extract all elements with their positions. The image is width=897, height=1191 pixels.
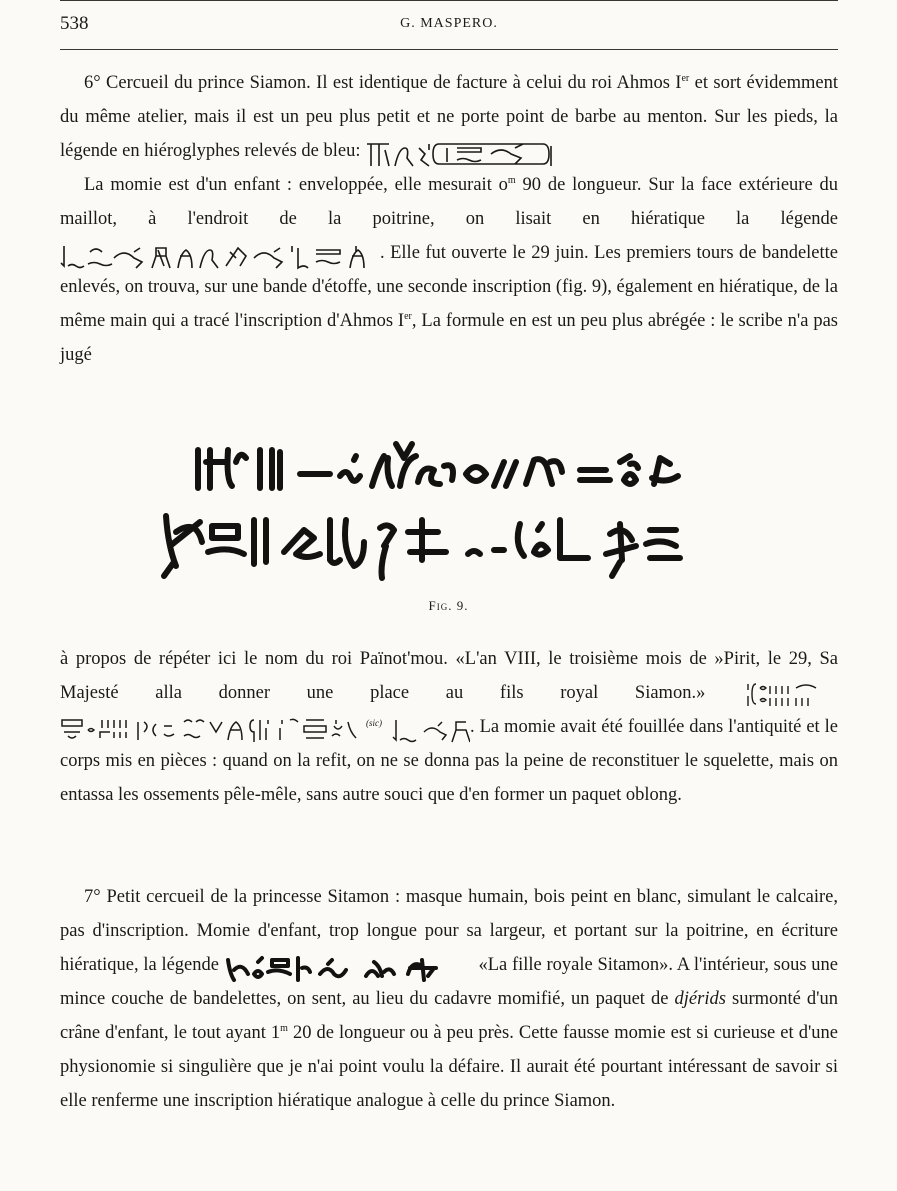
paragraph-7-block — [60, 880, 838, 1118]
paragraph-6: 6° Cercueil du prince Siamon. Il est identique de facture à celui du roi Ahmos Ier et sort évidemment du même atelier, mais il est un peu plus petit et ne porte point de barbe au menton. Sur les pieds, la légende en hiéroglyphes relevés de bleu: — [60, 66, 838, 168]
hieroglyph-legend-2 — [60, 242, 380, 266]
hieratic-script-image — [150, 436, 750, 596]
running-header — [60, 0, 838, 50]
hieratic-legend-sitamon — [224, 954, 474, 978]
paragraph-6-block — [60, 66, 838, 372]
paragraph-6b: à propos de répéter ici le nom du roi Païnot'mou. «L'an VIII, le troisième mois de »Pirit, le 29, Sa Majesté alla donner une place au fils royal Siamon.» (sic) . La momie avait été fouillée dans l'antiquité et le corps mis en pièces : quand on la refit, on ne se donna pas la peine de reconstituer le squelette, mais on entassa les ossements pêle-mêle, sans autre souci que d'en former un paquet oblong. — [60, 649, 838, 805]
figure-9-hieratic-inscription — [150, 436, 750, 596]
hieroglyph-line-3 — [60, 716, 470, 740]
running-head: G. MASPERO. — [400, 16, 498, 31]
figure-caption: Fig. 9. — [428, 598, 469, 613]
page-number: 538 — [60, 13, 89, 34]
svg-text:(sic): (sic) — [366, 717, 382, 728]
paragraph-7: 7° Petit cercueil de la princesse Sitamon : masque humain, bois peint en blanc, simulant le calcaire, pas d'inscription. Momie d'enfant, trop longue pour sa largeur, et portant sur la poitrine, en écriture hiératique, la légende «La fille royale Sitamon». A l'intérieur, sous une mince couche de bandelettes, on sent, au lieu du cadavre momifié, un paquet de djérids surmonté d'un crâne d'enfant, le tout ayant 1$^m$ 20 de longueur ou à peu près. Cette fausse momie est si curieuse et d'une physionomie si singulière que je n'ai point voulu la défaire. Il aurait été pourtant intéressant de savoir si elle renferme une inscription hiératique analogue à celle du prince Siamon. — [60, 887, 838, 1111]
paragraph-6-after-figure — [60, 642, 838, 812]
hieroglyph-legend-1 — [365, 140, 575, 164]
paragraph-6-continued: La momie est d'un enfant : enveloppée, elle mesurait $o^m$ 90 de longueur. Sur la face extérieure du maillot, à l'endroit de la poitrine, on lisait en hiératique la légende . Elle fut ouverte le 29 juin. Les premiers tours de bandelette enlevés, on trouva, sur une bande d'étoffe, une seconde inscription (fig. 9), également en hiératique, de la même main qui a tracé l'inscription d'Ahmos Ier, La formule en est un peu plus abrégée : le scribe n'a pas jugé — [60, 175, 838, 365]
hieroglyph-date-formula — [742, 682, 838, 706]
